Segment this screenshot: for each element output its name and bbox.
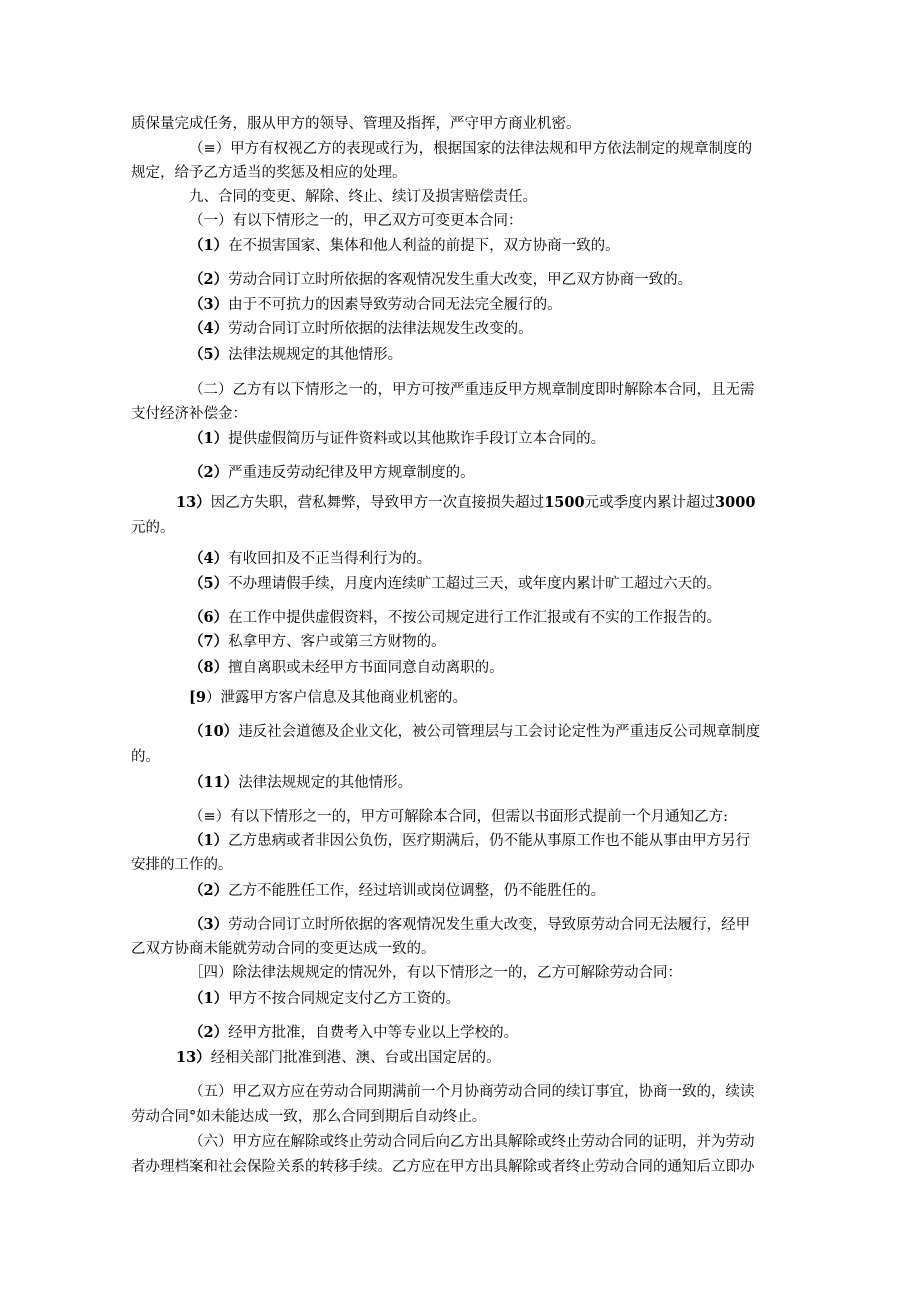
text-line [131, 1107, 486, 1127]
text-line [131, 518, 175, 538]
text-line [189, 658, 504, 678]
line-text: 法律法规规定的其他情形。 [238, 775, 413, 791]
line-text: 经甲方批准，自费考入中等专业以上学校的。 [228, 1025, 519, 1041]
text-line [189, 463, 475, 483]
line-text: （六）甲方应在解除或终止劳动合同后向乙方出具解除或终止劳动合同的证明，并为劳动 [189, 1134, 755, 1150]
text-line [189, 989, 460, 1009]
text-line [131, 404, 247, 424]
text-line [189, 345, 402, 365]
line-text: 提供虚假简历与证件资料或以其他欺诈手段订立本合同的。 [228, 431, 606, 447]
text-line [189, 608, 721, 628]
line-text: 在工作中提供虚假资料，不按公司规定进行工作汇报或有不实的工作报告的。 [228, 610, 722, 626]
item-marker: （3） [189, 296, 229, 313]
line-text: 擅自离职或未经甲方书面同意自动离职的。 [228, 660, 504, 676]
item-marker: （1） [189, 430, 229, 447]
text-line [189, 211, 523, 231]
line-text: 劳动合同订立时所依据的客观情况发生重大改变，甲乙双方协商一致的。 [228, 272, 693, 288]
item-marker: 1500 [544, 494, 585, 511]
item-marker: （11） [189, 774, 239, 791]
line-text: 九、合同的变更、解除、终止、续订及损害赔偿责任。 [189, 189, 537, 205]
text-line [131, 1157, 755, 1177]
line-text: 不办理请假手续，月度内连续旷工超过三天，或年度内累计旷工超过六天的。 [228, 576, 722, 592]
item-marker: （6） [189, 609, 229, 626]
text-line [189, 915, 750, 935]
line-text: 甲方不按合同规定支付乙方工资的。 [228, 991, 461, 1007]
text-line [189, 549, 431, 569]
line-text: 劳动合同订立时所依据的法律法规发生改变的。 [228, 321, 533, 337]
item-marker: （2） [189, 464, 229, 481]
line-text: 元的。 [131, 520, 175, 536]
text-line [189, 831, 750, 851]
text-line [189, 270, 692, 290]
text-line [189, 807, 728, 827]
text-line [189, 295, 562, 315]
text-line [189, 1132, 755, 1152]
item-marker: （4） [189, 320, 229, 337]
text-line [189, 881, 605, 901]
text-line [189, 319, 533, 339]
text-line [189, 722, 760, 742]
item-marker: 13） [176, 1049, 211, 1066]
line-text: 由于不可抗力的因素导致劳动合同无法完全履行的。 [228, 297, 562, 313]
item-marker: （3） [189, 916, 229, 933]
text-line [176, 1048, 501, 1068]
line-text: 规定，给予乙方适当的奖惩及相应的处理。 [131, 165, 407, 181]
text-line [189, 429, 605, 449]
item-marker: （2） [189, 882, 229, 899]
line-text: （一）有以下情形之一的，甲乙双方可变更本合同： [189, 213, 523, 229]
item-marker: （1） [189, 832, 229, 849]
text-line [189, 574, 721, 594]
line-text: 乙方患病或者非因公负伤，医疗期满后，仍不能从事原工作也不能从事由甲方另行 [228, 833, 751, 849]
line-text: 者办理档案和社会保险关系的转移手续。乙方应在甲方出具解除或者终止劳动合同的通知后立即办 [131, 1159, 755, 1175]
line-text: 乙双方协商未能就劳动合同的变更达成一致的。 [131, 941, 436, 957]
line-text: 违反社会道德及企业文化，被公司管理层与工会讨论定性为严重违反公司规章制度 [238, 724, 761, 740]
text-line [131, 939, 436, 959]
line-text: （二）乙方有以下情形之一的，甲方可按严重违反甲方规章制度即时解除本合同，且无需 [189, 382, 755, 398]
text-line [189, 139, 752, 159]
line-text: 严重违反劳动纪律及甲方规章制度的。 [228, 465, 475, 481]
line-text: 乙方不能胜任工作，经过培训或岗位调整，仍不能胜任的。 [228, 883, 606, 899]
text-line [131, 163, 407, 183]
text-line [189, 1023, 518, 1043]
item-marker: （10） [189, 723, 239, 740]
item-marker: 13） [176, 494, 211, 511]
line-text: 经相关部门批准到港、澳、台或出国定居的。 [210, 1050, 501, 1066]
text-line [189, 773, 412, 793]
item-marker: （2） [189, 271, 229, 288]
text-line [189, 1082, 755, 1102]
line-text: 私拿甲方、客户或第三方财物的。 [228, 634, 446, 650]
text-line [189, 380, 755, 400]
line-text: 在不损害国家、集体和他人利益的前提下，双方协商一致的。 [228, 238, 620, 254]
item-marker: （2） [189, 1024, 229, 1041]
line-text: （五）甲乙双方应在劳动合同期满前一个月协商劳动合同的续订事宜，协商一致的，续读 [189, 1084, 755, 1100]
item-marker: （4） [189, 550, 229, 567]
line-text: ［四）除法律法规规定的情况外，有以下情形之一的，乙方可解除劳动合同： [189, 965, 682, 981]
line-text: 法律法规规定的其他情形。 [228, 347, 403, 363]
text-line [176, 493, 755, 513]
line-text: 有收回扣及不正当得利行为的。 [228, 551, 432, 567]
item-marker: （7） [189, 633, 229, 650]
item-marker: （1） [189, 990, 229, 1007]
line-text: 因乙方失职，营私舞弊，导致甲方一次直接损失超过 [210, 495, 545, 511]
line-text: 的。 [131, 749, 160, 765]
line-text: ）泄露甲方客户信息及其他商业机密的。 [205, 690, 467, 706]
item-marker: （5） [189, 575, 229, 592]
line-text: 元或季度内累计超过 [584, 495, 716, 511]
line-text: 安排的工作的。 [131, 857, 233, 873]
text-line [189, 187, 537, 207]
text-line [189, 688, 467, 708]
line-text: 支付经济补偿金： [131, 406, 247, 422]
text-line [131, 114, 581, 134]
line-text: （≡）甲方有权视乙方的表现或行为，根据国家的法律法规和甲方依法制定的规章制度的 [189, 141, 753, 157]
text-line [131, 855, 233, 875]
line-text: 劳动合同订立时所依据的客观情况发生重大改变，导致原劳动合同无法履行，经甲 [228, 917, 751, 933]
text-line [131, 747, 160, 767]
item-marker: （5） [189, 346, 229, 363]
line-text: 劳动合同°如未能达成一致，那么合同到期后自动终止。 [131, 1109, 487, 1125]
line-text: 质保量完成任务，服从甲方的领导、管理及指挥，严守甲方商业机密。 [131, 116, 581, 132]
line-text: （≡）有以下情形之一的，甲方可解除本合同，但需以书面形式提前一个月通知乙方: [189, 809, 729, 825]
text-line [189, 236, 620, 256]
text-line [189, 963, 682, 983]
item-marker: 3000 [715, 494, 756, 511]
item-marker: （8） [189, 659, 229, 676]
text-line [189, 632, 446, 652]
item-marker: （1） [189, 237, 229, 254]
item-marker: [9 [189, 689, 206, 706]
